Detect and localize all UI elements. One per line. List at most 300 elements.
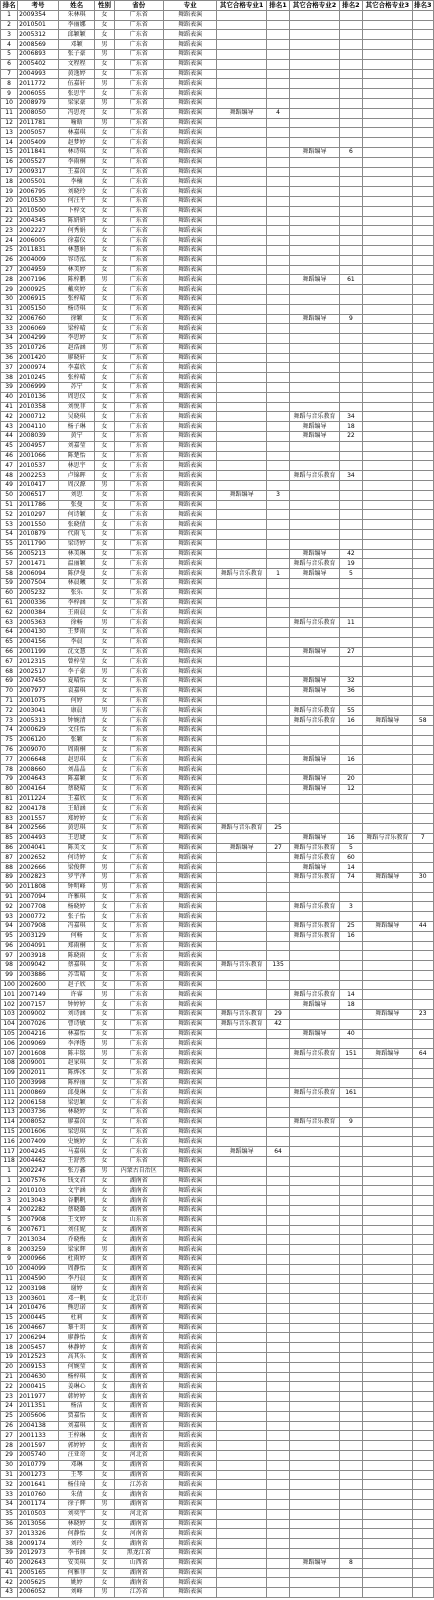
cell-other-major-3 [363,157,412,167]
cell-exam-no: 2008039 [18,432,59,442]
cell-exam-no: 2010779 [18,1460,59,1470]
cell-gender: 女 [95,970,114,980]
cell-rank-1 [266,559,290,569]
cell-major: 舞蹈表演 [163,167,217,177]
cell-rank-1 [266,657,290,667]
table-row [1,647,434,657]
cell-rank-3 [412,157,434,167]
cell-exam-no: 2003736 [18,1108,59,1118]
cell-major: 舞蹈表演 [163,304,217,314]
cell-gender: 女 [95,1519,114,1529]
table-row [1,990,434,1000]
cell-other-major-1 [217,314,266,324]
cell-major: 舞蹈表演 [163,1333,217,1343]
cell-other-major-1 [217,363,266,373]
cell-rank-3 [412,706,434,716]
cell-province: 广东省 [114,89,163,99]
cell-other-major-2 [290,1147,339,1157]
cell-other-major-2 [290,40,339,50]
cell-other-major-2: 舞蹈与音乐教育 [290,872,339,882]
cell-name: 邓一帆 [58,1294,94,1304]
cell-other-major-3 [363,324,412,334]
cell-rank-3 [412,1255,434,1265]
cell-gender: 女 [95,255,114,265]
cell-province: 广东省 [114,49,163,59]
cell-major: 舞蹈表演 [163,872,217,882]
cell-other-major-3 [363,294,412,304]
cell-gender: 女 [95,598,114,608]
cell-rank-3 [412,1392,434,1402]
cell-other-major-2 [290,1274,339,1284]
cell-gender: 女 [95,216,114,226]
cell-rank: 102 [1,1000,18,1010]
cell-rank-1 [266,1352,290,1362]
cell-rank-3 [412,40,434,50]
cell-rank-1 [266,1127,290,1137]
cell-other-major-1 [217,196,266,206]
cell-rank: 16 [1,157,18,167]
table-row [1,216,434,226]
table-row [1,490,434,500]
cell-other-major-2 [290,49,339,59]
cell-name: 杨诗琪 [58,304,94,314]
cell-other-major-2 [290,118,339,128]
cell-gender: 女 [95,1068,114,1078]
cell-major: 舞蹈表演 [163,481,217,491]
cell-major: 舞蹈表演 [163,1519,217,1529]
cell-rank-3 [412,441,434,451]
cell-rank-1 [266,706,290,716]
cell-gender: 女 [95,755,114,765]
cell-major: 舞蹈表演 [163,69,217,79]
cell-gender: 女 [95,961,114,971]
cell-rank-2 [339,980,363,990]
cell-other-major-2 [290,187,339,197]
cell-other-major-3 [363,1137,412,1147]
cell-other-major-2 [290,1499,339,1509]
cell-other-major-2 [290,69,339,79]
cell-exam-no: 2003998 [18,1078,59,1088]
cell-gender: 女 [95,1137,114,1147]
cell-rank-1 [266,1088,290,1098]
cell-other-major-2: 舞蹈编导 [290,1558,339,1568]
cell-gender: 女 [95,1470,114,1480]
cell-other-major-2 [290,823,339,833]
cell-gender: 女 [95,765,114,775]
cell-other-major-2 [290,637,339,647]
cell-other-major-3 [363,1558,412,1568]
cell-rank-2 [339,608,363,618]
cell-rank: 23 [1,1392,18,1402]
cell-gender: 男 [95,1049,114,1059]
cell-province: 广东省 [114,206,163,216]
cell-rank: 37 [1,363,18,373]
cell-other-major-2 [290,79,339,89]
cell-other-major-3 [363,1470,412,1480]
cell-rank-2 [339,1108,363,1118]
cell-rank: 22 [1,216,18,226]
cell-rank-1 [266,745,290,755]
cell-rank: 80 [1,784,18,794]
cell-other-major-3 [363,579,412,589]
cell-rank-1 [266,49,290,59]
table-row [1,1343,434,1353]
table-row [1,667,434,677]
cell-rank-2 [339,226,363,236]
cell-major: 舞蹈表演 [163,236,217,246]
cell-other-major-2 [290,1078,339,1088]
cell-rank-1 [266,206,290,216]
table-row [1,167,434,177]
cell-exam-no: 2010476 [18,1303,59,1313]
cell-other-major-1 [217,637,266,647]
cell-rank-3 [412,618,434,628]
cell-gender: 男 [95,118,114,128]
cell-name: 邓颖 [58,40,94,50]
cell-province: 广东省 [114,1147,163,1157]
cell-other-major-3 [363,1166,412,1176]
cell-other-major-3 [363,1392,412,1402]
cell-province: 湖南省 [114,1568,163,1578]
cell-province: 湖南省 [114,1303,163,1313]
cell-rank-1 [266,579,290,589]
cell-other-major-2 [290,1225,339,1235]
cell-name: 蔡晓晴 [58,784,94,794]
cell-other-major-2 [290,1588,339,1598]
table-row [1,1264,434,1274]
cell-province: 广东省 [114,304,163,314]
cell-rank-3 [412,882,434,892]
cell-other-major-1 [217,236,266,246]
cell-rank-3 [412,1029,434,1039]
cell-name: 刘峰 [58,1588,94,1598]
cell-province: 广东省 [114,637,163,647]
cell-name: 赵思琪 [58,755,94,765]
cell-gender: 女 [95,1343,114,1353]
cell-gender: 女 [95,628,114,638]
cell-other-major-1 [217,285,266,295]
cell-other-major-3 [363,1186,412,1196]
cell-rank-3 [412,1264,434,1274]
cell-exam-no: 2012973 [18,1548,59,1558]
cell-other-major-2 [290,461,339,471]
cell-rank-3 [412,10,434,20]
cell-province: 广东省 [114,245,163,255]
cell-major: 舞蹈表演 [163,559,217,569]
cell-rank: 40 [1,392,18,402]
cell-gender: 男 [95,872,114,882]
cell-exam-no: 2005402 [18,59,59,69]
cell-rank-1 [266,1529,290,1539]
cell-other-major-2 [290,1568,339,1578]
cell-exam-no: 2010297 [18,510,59,520]
cell-other-major-3 [363,1235,412,1245]
cell-rank-3 [412,481,434,491]
cell-name: 李丽娜 [58,20,94,30]
table-row [1,530,434,540]
cell-rank: 38 [1,373,18,383]
cell-name: 陈妍妍 [58,216,94,226]
cell-gender: 女 [95,1578,114,1588]
cell-exam-no: 2001273 [18,1470,59,1480]
cell-rank-2 [339,343,363,353]
cell-major: 舞蹈表演 [163,794,217,804]
cell-major: 舞蹈表演 [163,157,217,167]
cell-rank-3 [412,1431,434,1441]
cell-rank: 48 [1,471,18,481]
cell-rank: 29 [1,1450,18,1460]
cell-exam-no: 2010417 [18,481,59,491]
cell-rank-2: 16 [339,716,363,726]
cell-exam-no: 2004216 [18,1029,59,1039]
cell-rank: 50 [1,490,18,500]
cell-province: 广东省 [114,902,163,912]
cell-other-major-2 [290,1010,339,1020]
cell-other-major-2: 舞蹈编导 [290,314,339,324]
cell-rank-1 [266,1401,290,1411]
cell-rank: 34 [1,334,18,344]
cell-rank-3 [412,628,434,638]
cell-name: 陈烨冰 [58,1068,94,1078]
cell-other-major-1 [217,1029,266,1039]
cell-name: 熊思诺 [58,1303,94,1313]
cell-other-major-1 [217,69,266,79]
cell-rank: 18 [1,177,18,187]
cell-gender: 女 [95,392,114,402]
cell-name: 蔡晓璐 [58,1206,94,1216]
cell-other-major-2: 舞蹈编导 [290,686,339,696]
cell-rank-2 [339,1235,363,1245]
table-row [1,657,434,667]
cell-name: 林思宇 [58,461,94,471]
cell-province: 广东省 [114,559,163,569]
cell-rank-1 [266,667,290,677]
cell-other-major-3 [363,1274,412,1284]
cell-exam-no: 2010500 [18,206,59,216]
cell-exam-no: 2010358 [18,402,59,412]
cell-gender: 男 [95,882,114,892]
cell-rank-1 [266,304,290,314]
cell-other-major-2: 舞蹈编导 [290,784,339,794]
cell-rank-2 [339,745,363,755]
cell-major: 舞蹈表演 [163,1157,217,1167]
table-row [1,383,434,393]
cell-rank-1 [266,461,290,471]
cell-major: 舞蹈表演 [163,1294,217,1304]
cell-major: 舞蹈表演 [163,1431,217,1441]
cell-province: 湖南省 [114,1401,163,1411]
cell-gender: 女 [95,383,114,393]
cell-major: 舞蹈表演 [163,755,217,765]
cell-name: 刘晓玲 [58,187,94,197]
cell-rank-1 [266,1303,290,1313]
cell-rank-2 [339,255,363,265]
cell-rank: 23 [1,226,18,236]
cell-other-major-2 [290,1529,339,1539]
cell-province: 广东省 [114,324,163,334]
cell-exam-no: 2000869 [18,1088,59,1098]
cell-rank: 73 [1,716,18,726]
cell-province: 广东省 [114,1137,163,1147]
cell-other-major-2 [290,324,339,334]
cell-exam-no: 2011351 [18,1401,59,1411]
cell-other-major-3 [363,383,412,393]
cell-other-major-2 [290,481,339,491]
cell-rank-2 [339,1206,363,1216]
cell-name: 杜雨婷 [58,1255,94,1265]
cell-major: 舞蹈表演 [163,314,217,324]
cell-other-major-1 [217,1382,266,1392]
cell-rank-2: 27 [339,647,363,657]
cell-rank-3 [412,177,434,187]
cell-rank-2 [339,1294,363,1304]
cell-rank: 59 [1,579,18,589]
cell-rank-1 [266,79,290,89]
cell-other-major-1 [217,1343,266,1353]
table-row [1,1313,434,1323]
cell-rank-2 [339,187,363,197]
cell-gender: 女 [95,1382,114,1392]
cell-other-major-2 [290,451,339,461]
cell-major: 舞蹈表演 [163,1450,217,1460]
cell-exam-no: 2009069 [18,1039,59,1049]
table-row [1,157,434,167]
cell-other-major-1 [217,1284,266,1294]
cell-province: 湖南省 [114,1352,163,1362]
cell-other-major-1 [217,1558,266,1568]
table-row [1,1450,434,1460]
cell-other-major-3 [363,941,412,951]
cell-rank-3 [412,334,434,344]
cell-name: 杨佳琦 [58,1480,94,1490]
cell-name: 文宇涵 [58,1186,94,1196]
cell-other-major-1 [217,853,266,863]
cell-rank-3: 44 [412,921,434,931]
cell-major: 舞蹈表演 [163,990,217,1000]
cell-major: 舞蹈表演 [163,784,217,794]
table-row [1,872,434,882]
cell-other-major-2 [290,892,339,902]
cell-other-major-3 [363,980,412,990]
cell-rank-1 [266,696,290,706]
cell-province: 广东省 [114,1068,163,1078]
cell-rank-1 [266,1049,290,1059]
cell-rank: 3 [1,30,18,40]
cell-major: 舞蹈表演 [163,980,217,990]
cell-rank-1 [266,187,290,197]
cell-rank-3 [412,745,434,755]
cell-rank-1 [266,755,290,765]
cell-other-major-2 [290,1411,339,1421]
table-row [1,921,434,931]
cell-rank: 7 [1,1235,18,1245]
cell-rank: 24 [1,236,18,246]
cell-other-major-1 [217,804,266,814]
cell-rank: 11 [1,108,18,118]
cell-province: 广东省 [114,823,163,833]
cell-other-major-1 [217,1578,266,1588]
cell-other-major-1 [217,392,266,402]
cell-rank: 113 [1,1108,18,1118]
cell-rank-1 [266,1362,290,1372]
cell-other-major-3 [363,285,412,295]
cell-province: 广东省 [114,1108,163,1118]
cell-province: 广东省 [114,961,163,971]
cell-gender: 女 [95,1450,114,1460]
cell-rank-2 [339,1068,363,1078]
cell-gender: 男 [95,343,114,353]
table-row [1,226,434,236]
cell-rank-1 [266,853,290,863]
cell-other-major-1 [217,383,266,393]
cell-major: 舞蹈表演 [163,1235,217,1245]
cell-gender: 女 [95,1000,114,1010]
cell-other-major-1 [217,1392,266,1402]
cell-province: 广东省 [114,598,163,608]
table-row [1,814,434,824]
table-row [1,69,434,79]
cell-rank-1 [266,1108,290,1118]
cell-other-major-2 [290,520,339,530]
cell-name: 陈伊曼 [58,569,94,579]
cell-name: 沈文慧 [58,647,94,657]
cell-other-major-1 [217,912,266,922]
cell-other-major-3 [363,1215,412,1225]
cell-other-major-3 [363,59,412,69]
cell-other-major-2 [290,20,339,30]
cell-other-major-1 [217,1039,266,1049]
cell-rank-3 [412,1108,434,1118]
cell-province: 广东省 [114,676,163,686]
cell-name: 张子豪 [58,49,94,59]
cell-rank: 94 [1,921,18,931]
cell-other-major-3 [363,392,412,402]
cell-rank-3 [412,804,434,814]
cell-other-major-1 [217,157,266,167]
table-row [1,89,434,99]
table-row [1,804,434,814]
cell-other-major-2 [290,1333,339,1343]
cell-province: 广东省 [114,588,163,598]
cell-rank: 57 [1,559,18,569]
cell-other-major-2 [290,177,339,187]
cell-name: 黎千玥 [58,1323,94,1333]
cell-other-major-1 [217,598,266,608]
cell-major: 舞蹈表演 [163,530,217,540]
cell-other-major-1 [217,559,266,569]
cell-name: 杨晓婷 [58,902,94,912]
cell-rank-2: 32 [339,676,363,686]
cell-rank: 32 [1,314,18,324]
table-row [1,637,434,647]
cell-other-major-2 [290,1313,339,1323]
cell-exam-no: 2009174 [18,1539,59,1549]
cell-rank-2 [339,1382,363,1392]
cell-rank: 91 [1,892,18,902]
cell-rank-2: 9 [339,314,363,324]
cell-major: 舞蹈表演 [163,1343,217,1353]
cell-rank-3 [412,1539,434,1549]
cell-other-major-3 [363,951,412,961]
cell-other-major-1: 舞蹈与音乐教育 [217,823,266,833]
cell-major: 舞蹈表演 [163,1382,217,1392]
cell-rank-1 [266,1166,290,1176]
cell-province: 广东省 [114,647,163,657]
cell-name: 李晨 [58,637,94,647]
cell-gender: 女 [95,569,114,579]
cell-rank: 2 [1,20,18,30]
cell-province: 广东省 [114,1039,163,1049]
